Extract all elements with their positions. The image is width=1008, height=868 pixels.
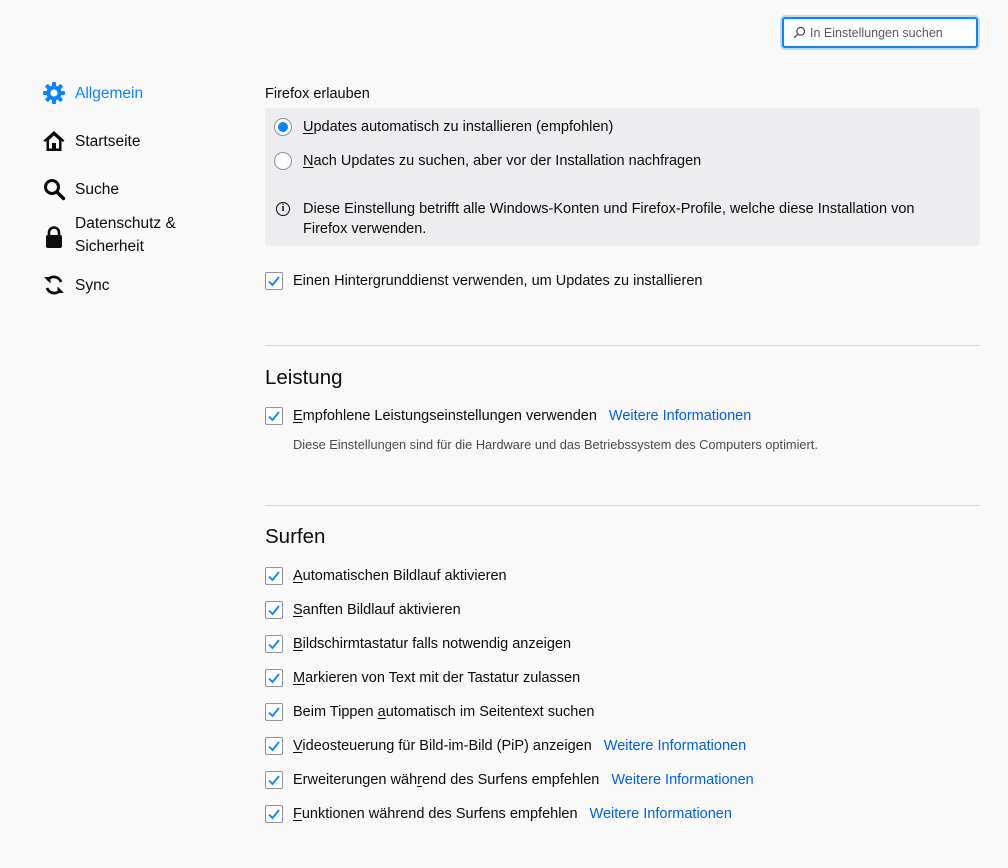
update-info-note [276, 199, 914, 239]
nav-item-privacy-label [75, 212, 176, 258]
radio-auto-install[interactable] [274, 116, 613, 138]
radio-ask-install-control[interactable] [274, 152, 292, 170]
checkmark-icon [267, 705, 281, 719]
update-info-text: Diese Einstellung betrifft alle Windows-Konten und Firefox-Profile, welche diese Installation von Firefox verwenden. [303, 201, 915, 237]
checkmark-icon [267, 274, 281, 288]
caret-browsing-checkbox[interactable] [265, 667, 580, 689]
checkbox-control[interactable] [265, 272, 283, 290]
nav-item-privacy[interactable] [42, 212, 176, 262]
radio-auto-install-control[interactable] [274, 118, 292, 136]
checkbox-control[interactable] [265, 567, 283, 585]
checkmark-icon [267, 739, 281, 753]
background-service-label: Einen Hintergrunddienst verwenden, um Updates zu installieren [293, 273, 703, 289]
nav-item-home-label: Startseite [75, 132, 141, 150]
touch-keyboard-label: Bildschirmtastatur falls notwendig anzeigen [293, 636, 572, 652]
section-divider [265, 345, 980, 346]
checkbox-control[interactable] [265, 601, 283, 619]
recommended-performance-checkbox[interactable] [265, 405, 751, 427]
radio-auto-install-label: Updates automatisch zu installieren (empfohlen) [303, 119, 614, 135]
checkbox-control[interactable] [265, 737, 283, 755]
checkmark-icon [267, 773, 281, 787]
radio-ask-install[interactable] [274, 150, 701, 172]
smooth-scroll-checkbox[interactable] [265, 599, 461, 621]
search-icon [793, 26, 806, 39]
checkmark-icon [267, 807, 281, 821]
pip-controls-label: Videosteuerung für Bild-im-Bild (PiP) anzeigen [293, 738, 592, 754]
extensions-more-info-link[interactable]: Weitere Informationen [611, 772, 754, 788]
nav-item-general-label: Allgemein [75, 84, 144, 102]
background-service-checkbox[interactable] [265, 270, 702, 292]
nav-item-search-label: Suche [75, 180, 119, 198]
home-icon [42, 129, 66, 153]
lock-icon [42, 225, 66, 249]
search-input[interactable] [806, 26, 970, 40]
section-divider [265, 505, 980, 506]
recommend-features-label: Funktionen während des Surfens empfehlen [293, 806, 578, 822]
pip-more-info-link[interactable]: Weitere Informationen [603, 738, 747, 754]
recommend-features-checkbox[interactable] [265, 803, 732, 825]
caret-browsing-label: Markieren von Text mit der Tastatur zulassen [293, 670, 581, 686]
typeahead-find-checkbox[interactable] [265, 701, 594, 723]
performance-description: Diese Einstellungen sind für die Hardware und das Betriebssystem des Computers optimiert. [293, 437, 818, 452]
checkmark-icon [267, 603, 281, 617]
nav-item-privacy-label-line1: Datenschutz & [75, 215, 176, 232]
checkbox-control[interactable] [265, 771, 283, 789]
checkmark-icon [267, 409, 281, 423]
performance-more-info-link[interactable]: Weitere Informationen [608, 408, 752, 424]
updates-heading: Firefox erlauben [265, 86, 370, 102]
checkbox-control[interactable] [265, 635, 283, 653]
gear-icon [42, 81, 66, 105]
nav-item-privacy-label-line2: Sicherheit [75, 238, 144, 255]
touch-keyboard-checkbox[interactable] [265, 633, 571, 655]
performance-heading: Leistung [265, 366, 343, 389]
checkbox-control[interactable] [265, 407, 283, 425]
checkbox-control[interactable] [265, 669, 283, 687]
settings-search-box[interactable] [782, 17, 978, 48]
autoscroll-checkbox[interactable] [265, 565, 507, 587]
recommend-extensions-label: Erweiterungen während des Surfens empfehlen [293, 772, 600, 788]
pip-controls-checkbox[interactable] [265, 735, 746, 757]
browsing-heading: Surfen [265, 525, 326, 548]
features-more-info-link[interactable]: Weitere Informationen [589, 806, 732, 822]
radio-ask-install-label: Nach Updates zu suchen, aber vor der Installation nachfragen [303, 153, 702, 169]
checkbox-control[interactable] [265, 805, 283, 823]
checkmark-icon [267, 637, 281, 651]
search-icon [42, 177, 66, 201]
smooth-scroll-label: Sanften Bildlauf aktivieren [293, 602, 461, 618]
checkmark-icon [267, 569, 281, 583]
nav-item-sync[interactable] [42, 270, 109, 300]
nav-item-home[interactable] [42, 126, 140, 156]
sync-icon [42, 273, 66, 297]
nav-item-search[interactable] [42, 174, 119, 204]
typeahead-find-label: Beim Tippen automatisch im Seitentext suchen [293, 704, 595, 720]
checkmark-icon [267, 671, 281, 685]
checkbox-control[interactable] [265, 703, 283, 721]
nav-item-general[interactable] [42, 78, 143, 108]
recommended-performance-label: Empfohlene Leistungseinstellungen verwenden [293, 408, 597, 424]
info-icon: i [276, 202, 290, 216]
nav-item-sync-label: Sync [75, 276, 110, 294]
autoscroll-label: Automatischen Bildlauf aktivieren [293, 568, 507, 584]
recommend-extensions-checkbox[interactable] [265, 769, 754, 791]
